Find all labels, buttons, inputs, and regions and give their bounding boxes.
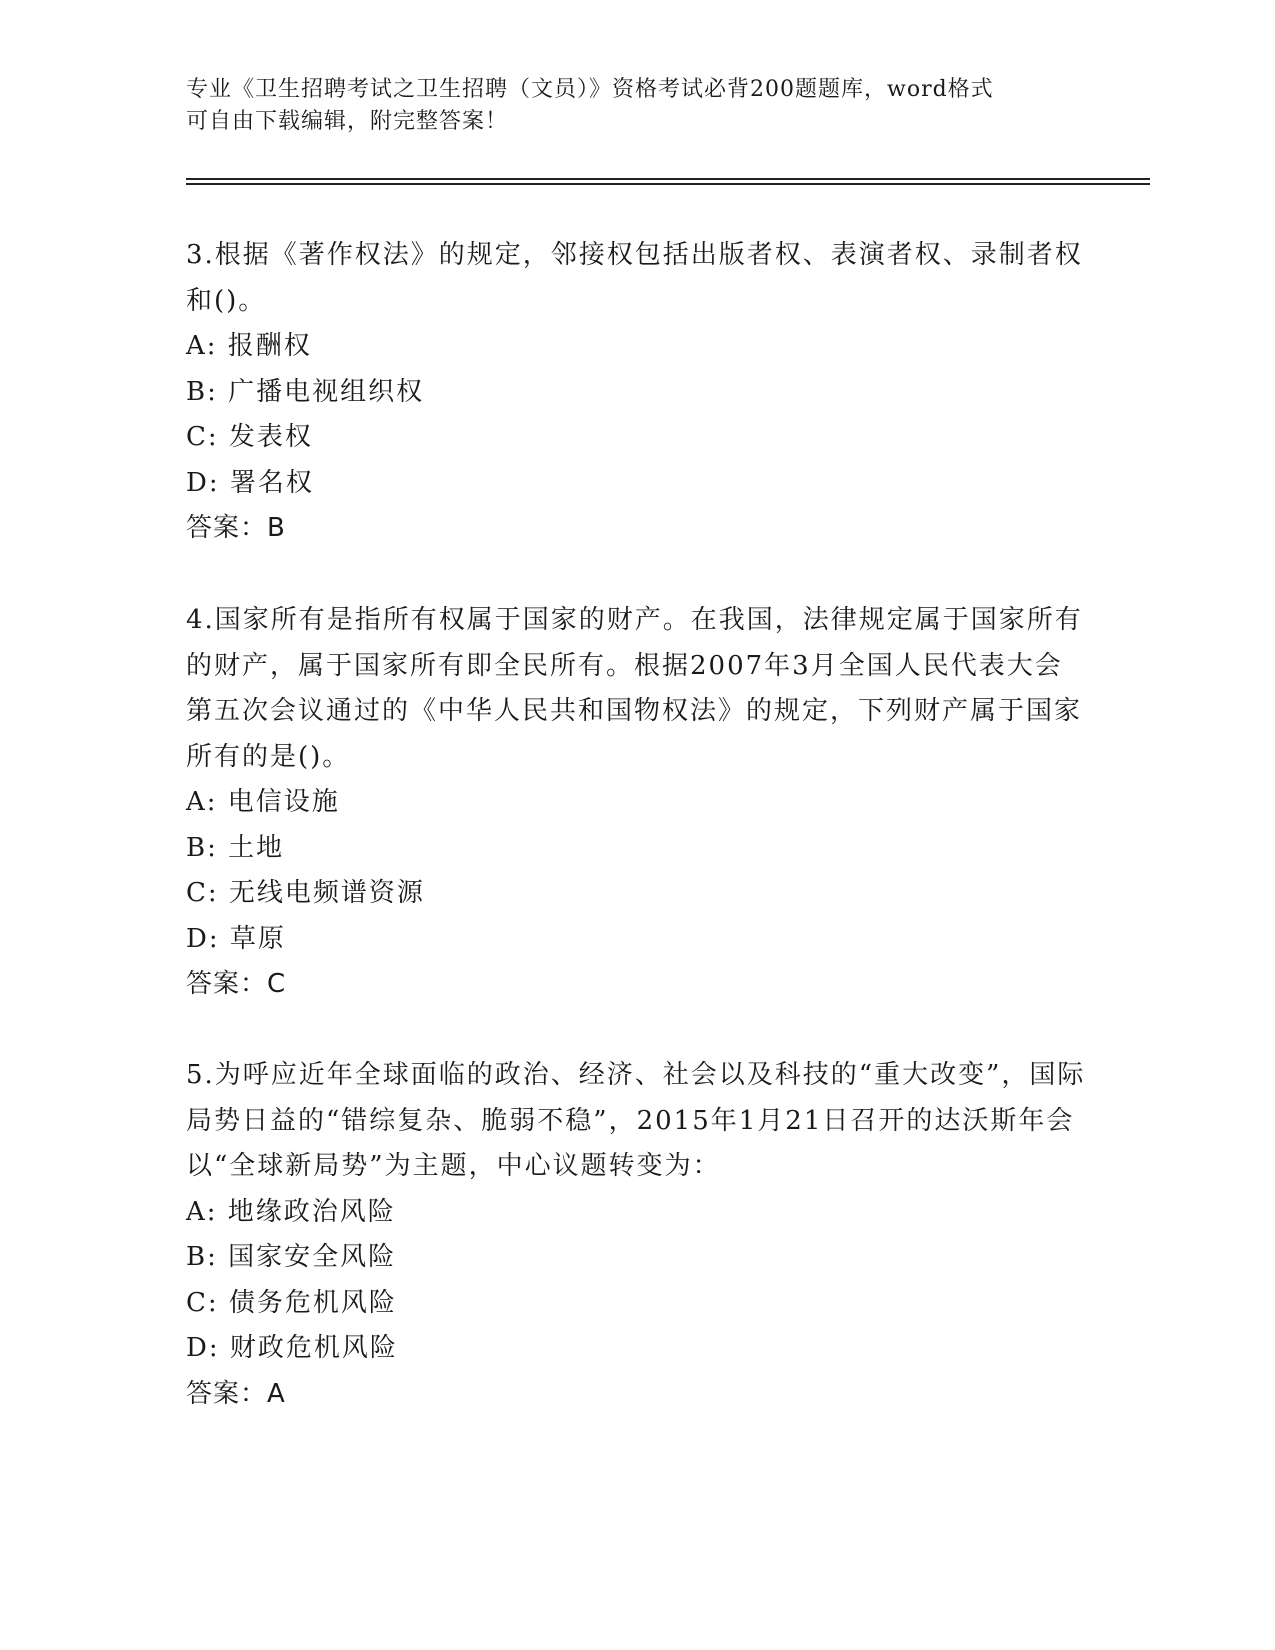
question-5 <box>186 1053 1086 1417</box>
option-c: C: 无线电频谱资源 <box>186 878 425 908</box>
option-c: C: 发表权 <box>186 422 313 452</box>
question-stem: 4.国家所有是指所有权属于国家的财产。在我国，法律规定属于国家所有的财产，属于国家所有即全民所有。根据2007年3月全国人民代表大会第五次会议通过的《中华人民共和国物权法》的规定，下列财产属于国家所有的是()。 <box>186 605 1083 772</box>
question-4 <box>186 598 1086 1008</box>
answer-line: 答案：B <box>186 513 286 543</box>
question-stem: 5.为呼应近年全球面临的政治、经济、社会以及科技的“重大改变”，国际局势日益的“错综复杂、脆弱不稳”，2015年1月21日召开的达沃斯年会以“全球新局势”为主题，中心议题转变为： <box>186 1060 1086 1181</box>
header-divider-top <box>186 178 1150 180</box>
option-a: A: 地缘政治风险 <box>186 1196 396 1227</box>
option-d: D: 草原 <box>186 923 286 954</box>
option-c: C: 债务危机风险 <box>186 1287 397 1318</box>
question-stem: 3.根据《著作权法》的规定，邻接权包括出版者权、表演者权、录制者权和()。 <box>186 240 1083 316</box>
option-d: D: 财政危机风险 <box>186 1333 398 1363</box>
answer-line: 答案：A <box>186 1378 286 1409</box>
header-divider-bottom <box>186 183 1150 185</box>
question-3 <box>186 233 1086 552</box>
option-d: D: 署名权 <box>186 467 314 498</box>
header-line-1: 专业《卫生招聘考试之卫生招聘（文员）》资格考试必背200题题库，word格式 <box>186 77 994 102</box>
option-a: A: 报酬权 <box>186 331 312 361</box>
document-header <box>186 74 1086 138</box>
answer-line: 答案：C <box>186 969 287 999</box>
option-b: B: 土地 <box>186 832 285 863</box>
option-a: A: 电信设施 <box>186 787 340 817</box>
option-b: B: 国家安全风险 <box>186 1242 397 1272</box>
header-line-2: 可自由下载编辑，附完整答案！ <box>186 109 509 134</box>
option-b: B: 广播电视组织权 <box>186 376 425 407</box>
